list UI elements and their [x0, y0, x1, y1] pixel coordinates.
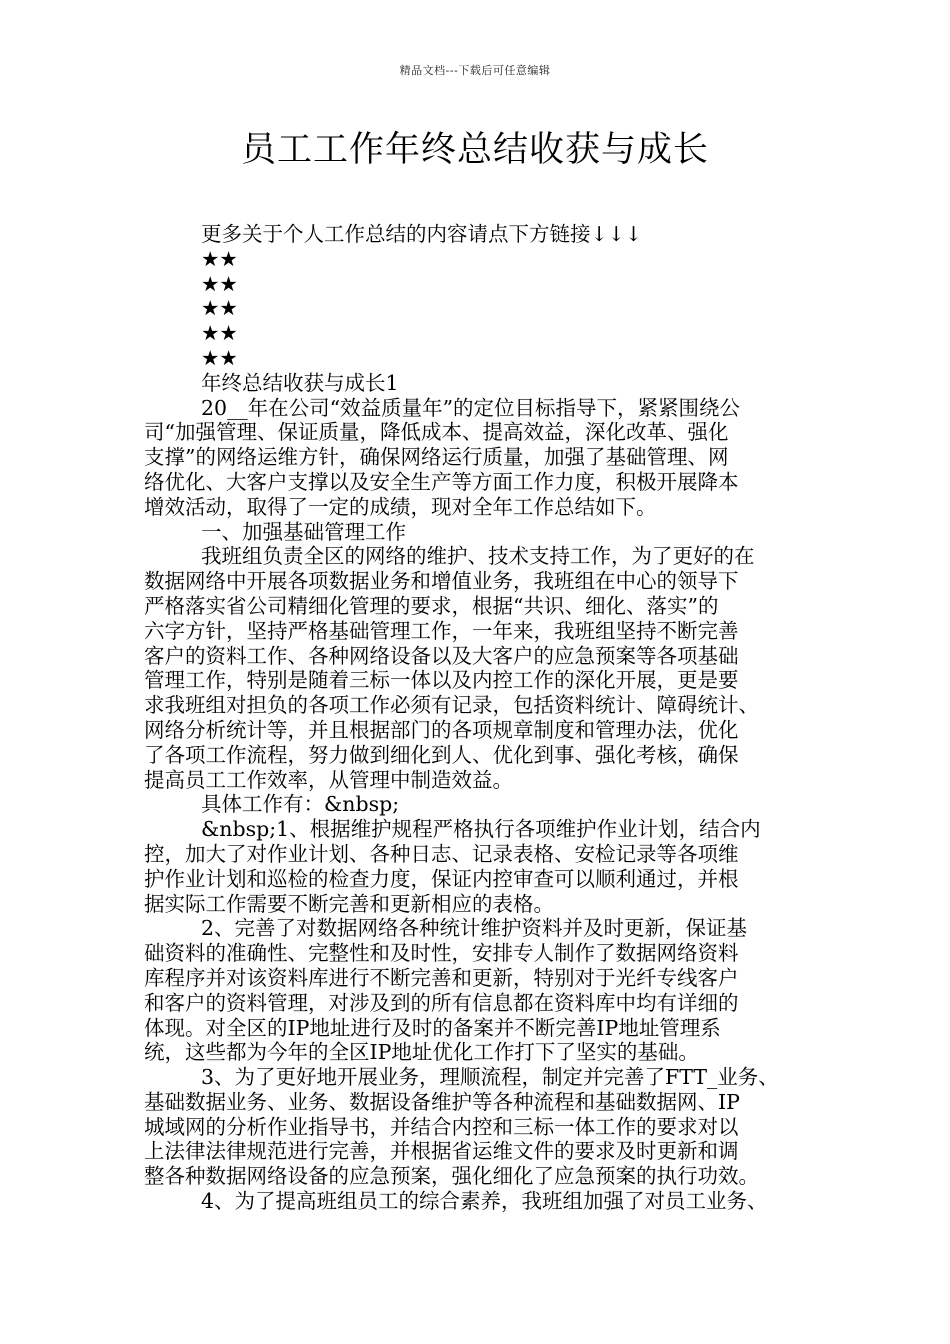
body-text-line: 提高员工工作效率，从管理中制造效益。 — [144, 767, 513, 792]
body-text-line: 络优化、大客户支撑以及安全生产等方面工作力度，积极开展降本 — [144, 469, 739, 494]
body-text-line: 整各种数据网络设备的应急预案，强化细化了应急预案的执行功效。 — [144, 1164, 759, 1189]
body-text-line: 一、加强基础管理工作 — [201, 519, 406, 544]
body-text-line: 严格落实省公司精细化管理的要求，根据“共识、细化、落实”的 — [144, 593, 719, 618]
body-text-line: 3、为了更好地开展业务，理顺流程，制定并完善了FTT_业务、 — [201, 1065, 779, 1090]
body-text-line: 基础数据业务、业务、数据设备维护等各种流程和基础数据网、IP — [144, 1089, 740, 1114]
body-text-line: 我班组负责全区的网络的维护、技术支持工作，为了更好的在 — [201, 544, 755, 569]
page-header-note: 精品文档---下载后可任意编辑 — [399, 64, 551, 77]
body-text-line: 具体工作有：&nbsp; — [201, 792, 400, 817]
star-decoration: ★★ — [201, 345, 238, 370]
body-text-line: 管理工作，特别是随着三标一体以及内控工作的深化开展，更是要 — [144, 668, 739, 693]
star-decoration: ★★ — [201, 296, 238, 321]
body-text-line: 体现。对全区的IP地址进行及时的备案并不断完善IP地址管理系 — [144, 1015, 721, 1040]
body-text-line: 数据网络中开展各项数据业务和增值业务，我班组在中心的领导下 — [144, 569, 739, 594]
body-text-line: 护作业计划和巡检的检查力度，保证内控审查可以顺利通过，并根 — [144, 866, 739, 891]
more-content-link-text[interactable]: 更多关于个人工作总结的内容请点下方链接↓↓↓ — [201, 222, 643, 246]
body-text-line: 4、为了提高班组员工的综合素养，我班组加强了对员工业务、 — [201, 1189, 768, 1214]
body-text-line: 城域网的分析作业指导书，并结合内控和三标一体工作的要求对以 — [144, 1114, 739, 1139]
body-text-line: 20__年在公司“效益质量年”的定位目标指导下，紧紧围绕公 — [201, 395, 741, 420]
body-text-line: 据实际工作需要不断完善和更新相应的表格。 — [144, 891, 554, 916]
body-text-line: 上法律法律规范进行完善，并根据省运维文件的要求及时更新和调 — [144, 1139, 739, 1164]
body-text-line: 统，这些都为今年的全区IP地址优化工作打下了坚实的基础。 — [144, 1040, 699, 1065]
body-text-line: 了各项工作流程，努力做到细化到人、优化到事、强化考核，确保 — [144, 742, 739, 767]
body-text-line: &nbsp;1、根据维护规程严格执行各项维护作业计划，结合内 — [201, 817, 761, 842]
star-decoration: ★★ — [201, 246, 238, 271]
body-text-line: 司“加强管理、保证质量，降低成本、提高效益，深化改革、强化 — [144, 420, 729, 445]
article-heading: 年终总结收获与成长1 — [201, 370, 399, 395]
body-text-line: 网络分析统计等，并且根据部门的各项规章制度和管理办法，优化 — [144, 717, 739, 742]
body-text-line: 支撑”的网络运维方针，确保网络运行质量，加强了基础管理、网 — [144, 445, 729, 470]
body-text — [144, 396, 809, 1214]
star-decoration: ★★ — [201, 321, 238, 346]
document-title: 员工工作年终总结收获与成长 — [240, 130, 709, 170]
body-text-line: 2、完善了对数据网络各种统计维护资料并及时更新，保证基 — [201, 916, 748, 941]
body-text-line: 和客户的资料管理，对涉及到的所有信息都在资料库中均有详细的 — [144, 990, 739, 1015]
body-text-line: 客户的资料工作、各种网络设备以及大客户的应急预案等各项基础 — [144, 643, 739, 668]
body-text-line: 增效活动，取得了一定的成绩，现对全年工作总结如下。 — [144, 494, 657, 519]
body-text-line: 求我班组对担负的各项工作必须有记录，包括资料统计、障碍统计、 — [144, 693, 759, 718]
body-text-line: 六字方针，坚持严格基础管理工作，一年来，我班组坚持不断完善 — [144, 618, 739, 643]
body-text-line: 础资料的准确性、完整性和及时性，安排专人制作了数据网络资料 — [144, 941, 739, 966]
body-text-line: 库程序并对该资料库进行不断完善和更新，特别对于光纤专线客户 — [144, 965, 739, 990]
document-body — [144, 222, 809, 1214]
body-text-line: 控，加大了对作业计划、各种日志、记录表格、安检记录等各项维 — [144, 841, 739, 866]
star-decoration: ★★ — [201, 271, 238, 296]
